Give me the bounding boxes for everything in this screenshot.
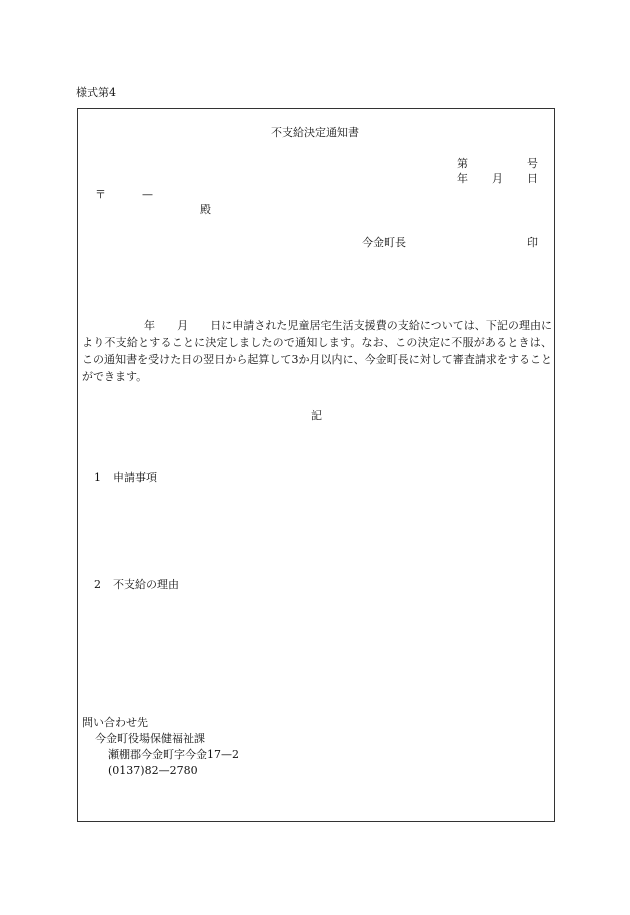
body-text: 日に申請された児童居宅生活支援費の支給については、下記の理由により不支給とすることに決定しましたので通知します。なお、この決定に不服があるときは、この通知書を受けた日の翌日から起算して3か月以内に、今金町長に対して審査請求をすることができます。 [82, 319, 553, 383]
contact-heading: 問い合わせ先 [82, 716, 148, 729]
item-label-reason: 不支給の理由 [113, 578, 179, 591]
number-prefix: 第 [457, 157, 468, 170]
item-number: 2 [94, 578, 101, 591]
document-title: 不支給決定通知書 [271, 126, 359, 139]
body-year-label: 年 [144, 319, 156, 332]
number-suffix: 号 [527, 157, 538, 170]
postal-dash: — [142, 188, 153, 201]
form-label: 様式第4 [76, 86, 116, 99]
body-paragraph [82, 317, 552, 385]
contact-department: 今金町役場保健福祉課 [95, 732, 205, 745]
date-day-label: 日 [527, 172, 538, 185]
seal-mark: 印 [527, 236, 538, 249]
contact-phone: (0137)82—2780 [108, 764, 198, 777]
issuer-title: 今金町長 [362, 236, 406, 249]
date-year-label: 年 [457, 172, 468, 185]
body-month-label: 月 [177, 319, 189, 332]
ki-heading: 記 [311, 409, 322, 422]
date-month-label: 月 [492, 172, 503, 185]
item-number: 1 [94, 471, 101, 484]
postal-mark: 〒 [95, 188, 106, 201]
document-frame [77, 108, 555, 822]
recipient-honorific: 殿 [200, 203, 211, 216]
item-label-application: 申請事項 [113, 471, 157, 484]
contact-address: 瀬棚郡今金町字今金17—2 [108, 748, 239, 761]
